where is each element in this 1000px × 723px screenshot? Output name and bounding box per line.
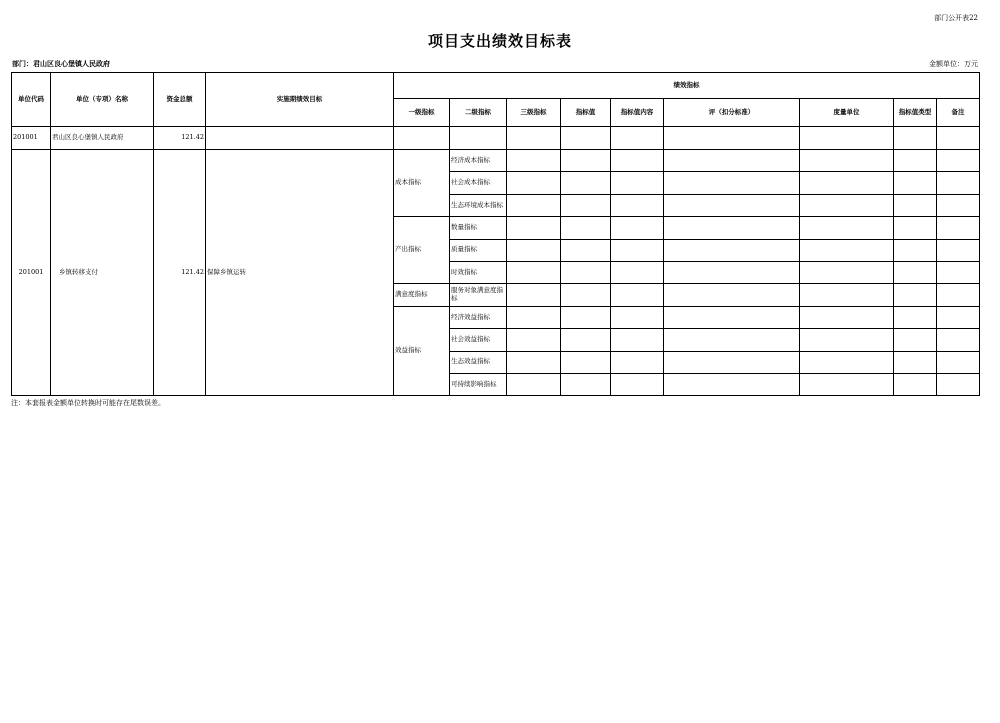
- empty-cell: [937, 194, 980, 216]
- empty-cell: [611, 373, 664, 395]
- level2-indicator: 可持续影响指标: [450, 373, 507, 395]
- empty-cell: [800, 172, 894, 194]
- empty-cell: [937, 172, 980, 194]
- header-value: 指标值: [561, 99, 611, 127]
- empty-cell: [664, 329, 800, 351]
- department-label: 部门：君山区良心堡镇人民政府: [12, 59, 110, 68]
- level2-indicator: 社会效益指标: [450, 329, 507, 351]
- empty-cell: [507, 284, 561, 306]
- empty-cell: [611, 261, 664, 283]
- header-scoring: 评（扣分标准）: [664, 99, 800, 127]
- empty-cell: [800, 261, 894, 283]
- empty-cell: [800, 373, 894, 395]
- empty-cell: [800, 150, 894, 172]
- empty-cell: [937, 239, 980, 261]
- indicator-row: [12, 150, 980, 172]
- empty-cell: [894, 150, 937, 172]
- empty-cell: [507, 239, 561, 261]
- level2-indicator: 经济成本指标: [450, 150, 507, 172]
- empty-cell: [561, 150, 611, 172]
- empty-cell: [937, 284, 980, 306]
- header-level3: 三级指标: [507, 99, 561, 127]
- empty-cell: [507, 306, 561, 328]
- empty-cell: [664, 194, 800, 216]
- empty-cell: [561, 261, 611, 283]
- footnote: 注：本套报表金额单位转换时可能存在尾数误差。: [11, 399, 165, 407]
- project-goal: 保障乡镇运转: [206, 150, 394, 396]
- header-content: 指标值内容: [611, 99, 664, 127]
- level2-indicator: 经济效益指标: [450, 306, 507, 328]
- level2-indicator: 时效指标: [450, 261, 507, 283]
- empty-cell: [937, 373, 980, 395]
- empty-cell: [561, 284, 611, 306]
- header-level2: 二级指标: [450, 99, 507, 127]
- empty-cell: [937, 150, 980, 172]
- empty-cell: [664, 306, 800, 328]
- empty-cell: [800, 239, 894, 261]
- level2-indicator: 服务对象满意度指标: [450, 284, 507, 306]
- summary-row: [12, 127, 980, 150]
- empty-cell: [894, 306, 937, 328]
- empty-cell: [611, 239, 664, 261]
- header-measure-unit: 度量单位: [800, 99, 894, 127]
- level1-indicator: 效益指标: [394, 306, 450, 396]
- empty-cell: [664, 373, 800, 395]
- empty-cell: [664, 217, 800, 239]
- empty-cell: [507, 217, 561, 239]
- header-fund-total: 资金总额: [154, 73, 206, 127]
- project-name: 乡镇转移支付: [51, 150, 154, 396]
- empty-cell: [894, 351, 937, 373]
- empty-cell: [664, 261, 800, 283]
- header-goal: 实施期绩效目标: [206, 73, 394, 127]
- amount-unit-label: 金额单位：万元: [929, 60, 978, 68]
- empty-cell: [800, 194, 894, 216]
- header-unit-code: 单位代码: [12, 73, 51, 127]
- summary-code: 201001: [12, 127, 51, 150]
- empty-cell: [561, 351, 611, 373]
- empty-cell: [611, 172, 664, 194]
- empty-cell: [800, 351, 894, 373]
- empty-cell: [664, 172, 800, 194]
- empty-cell: [937, 306, 980, 328]
- level2-indicator: 生态环境成本指标: [450, 194, 507, 216]
- header-indicators: 绩效指标: [394, 73, 980, 99]
- empty-cell: [611, 284, 664, 306]
- empty-cell: [664, 284, 800, 306]
- empty-cell: [611, 194, 664, 216]
- project-amount: 121.42: [154, 150, 206, 396]
- empty-cell: [664, 239, 800, 261]
- header-unit-name: 单位（专项）名称: [51, 73, 154, 127]
- empty-cell: [664, 351, 800, 373]
- empty-cell: [561, 306, 611, 328]
- empty-cell: [561, 239, 611, 261]
- performance-table: [11, 72, 980, 396]
- empty-cell: [800, 284, 894, 306]
- level2-indicator: 数量指标: [450, 217, 507, 239]
- empty-cell: [937, 217, 980, 239]
- empty-cell: [800, 306, 894, 328]
- empty-cell: [611, 351, 664, 373]
- empty-cell: [507, 351, 561, 373]
- summary-amount: 121.42: [154, 127, 206, 150]
- empty-cell: [894, 284, 937, 306]
- empty-cell: [894, 261, 937, 283]
- empty-cell: [561, 329, 611, 351]
- level2-indicator: 质量指标: [450, 239, 507, 261]
- level1-indicator: 成本指标: [394, 150, 450, 217]
- level2-indicator: 社会成本指标: [450, 172, 507, 194]
- empty-cell: [561, 194, 611, 216]
- empty-cell: [894, 373, 937, 395]
- empty-cell: [611, 306, 664, 328]
- project-rows: [12, 150, 980, 396]
- empty-cell: [894, 194, 937, 216]
- empty-cell: [507, 150, 561, 172]
- empty-cell: [611, 329, 664, 351]
- empty-cell: [561, 217, 611, 239]
- empty-cell: [894, 329, 937, 351]
- page-title: 项目支出绩效目标表: [427, 32, 572, 50]
- empty-cell: [611, 217, 664, 239]
- empty-cell: [507, 194, 561, 216]
- empty-cell: [611, 150, 664, 172]
- empty-cell: [937, 261, 980, 283]
- empty-cell: [894, 217, 937, 239]
- level1-indicator: 满意度指标: [394, 284, 450, 306]
- empty-cell: [561, 172, 611, 194]
- project-code: 201001: [12, 150, 51, 396]
- empty-cell: [894, 172, 937, 194]
- empty-cell: [894, 239, 937, 261]
- empty-cell: [800, 217, 894, 239]
- level2-indicator: 生态效益指标: [450, 351, 507, 373]
- summary-name: 君山区良心堡镇人民政府: [51, 127, 154, 150]
- empty-cell: [937, 351, 980, 373]
- empty-cell: [507, 261, 561, 283]
- empty-cell: [507, 329, 561, 351]
- header-level1: 一级指标: [394, 99, 450, 127]
- header-value-type: 指标值类型: [894, 99, 937, 127]
- empty-cell: [507, 172, 561, 194]
- empty-cell: [664, 150, 800, 172]
- form-number-label: 部门公开表22: [934, 14, 978, 22]
- level1-indicator: 产出指标: [394, 217, 450, 284]
- header-remarks: 备注: [937, 99, 980, 127]
- empty-cell: [507, 373, 561, 395]
- empty-cell: [937, 329, 980, 351]
- empty-cell: [800, 329, 894, 351]
- empty-cell: [561, 373, 611, 395]
